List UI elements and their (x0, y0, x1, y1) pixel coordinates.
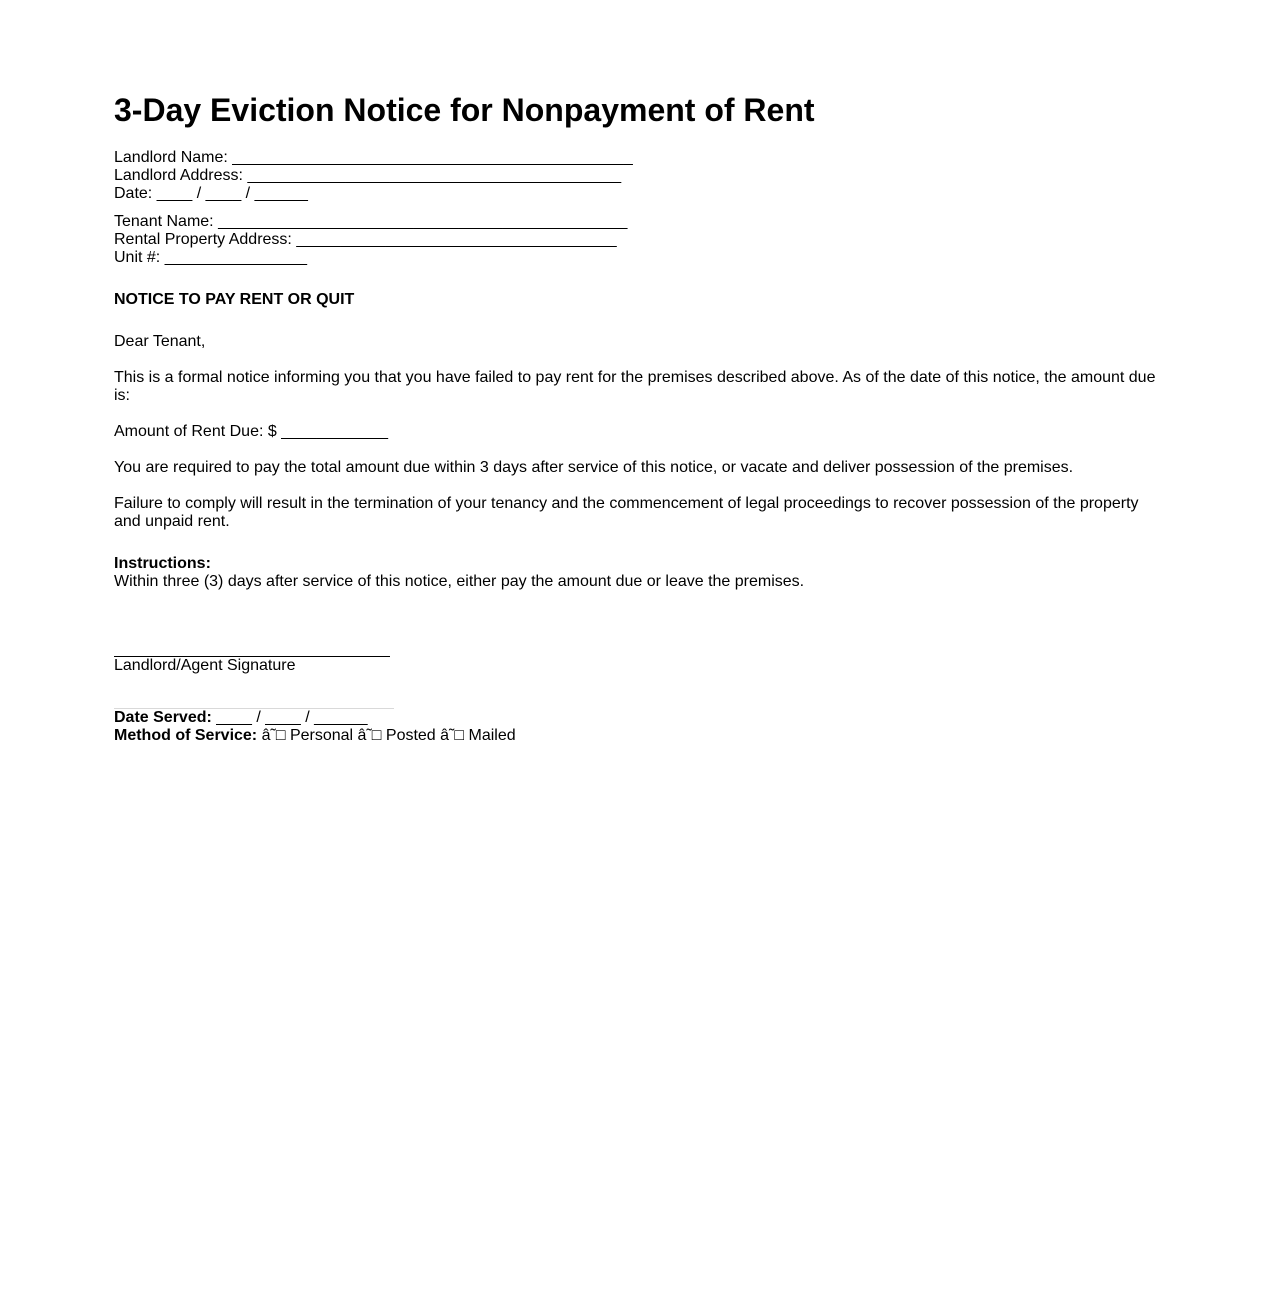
tenant-name-label: Tenant Name: (114, 213, 214, 230)
section-heading: NOTICE TO PAY RENT OR QUIT (114, 291, 355, 308)
amount-due-row (114, 423, 1164, 441)
landlord-name-field[interactable]: _____________________________________________ (232, 149, 633, 166)
landlord-address-field[interactable]: __________________________________________ (247, 167, 622, 184)
instructions-block (114, 555, 1164, 591)
amount-due-field[interactable]: ____________ (281, 423, 388, 440)
rental-property-row (114, 231, 1164, 249)
landlord-address-label: Landlord Address: (114, 167, 243, 184)
date-served-field[interactable]: ____ / ____ / ______ (216, 709, 368, 726)
tenant-name-field[interactable]: ______________________________________________ (218, 213, 628, 230)
unit-field[interactable]: ________________ (164, 249, 308, 266)
landlord-info-block (114, 149, 1164, 203)
date-row (114, 185, 1164, 203)
method-of-service-row (114, 727, 1164, 745)
landlord-name-row (114, 149, 1164, 167)
checkbox-posted-icon[interactable]: â˜□ (357, 727, 382, 744)
signature-block (114, 656, 1164, 675)
checkbox-mailed-icon[interactable]: â˜□ (440, 727, 465, 744)
option-mailed-label: Mailed (468, 727, 516, 744)
instructions-text: Within three (3) days after service of this notice, either pay the amount due or leave the premises. (114, 573, 805, 590)
notice-paragraph-3: Failure to comply will result in the termination of your tenancy and the commencement of legal proceedings to recover possession of the property and unpaid rent. (114, 495, 1139, 530)
date-served-label: Date Served: (114, 709, 212, 726)
unit-label: Unit #: (114, 249, 161, 266)
date-label: Date: (114, 185, 153, 202)
service-block (114, 709, 1164, 745)
date-served-row (114, 709, 1164, 727)
tenant-info-block (114, 213, 1164, 267)
landlord-address-row (114, 167, 1164, 185)
rental-property-field[interactable]: ____________________________________ (296, 231, 617, 248)
rental-property-label: Rental Property Address: (114, 231, 292, 248)
instructions-label: Instructions: (114, 555, 211, 572)
signature-label: Landlord/Agent Signature (114, 657, 296, 674)
document-title: 3-Day Eviction Notice for Nonpayment of Rent (114, 92, 815, 128)
unit-row (114, 249, 1164, 267)
notice-paragraph-2: You are required to pay the total amount due within 3 days after service of this notice, or vacate and deliver possession of the premises. (114, 459, 1074, 476)
salutation: Dear Tenant, (114, 333, 206, 350)
amount-due-label: Amount of Rent Due: $ (114, 423, 277, 440)
method-of-service-label: Method of Service: (114, 727, 258, 744)
notice-paragraph-1: This is a formal notice informing you that you have failed to pay rent for the premises described above. As of the date of this notice, the amount due is: (114, 369, 1156, 404)
option-personal-label: Personal (289, 727, 354, 744)
tenant-name-row (114, 213, 1164, 231)
landlord-name-label: Landlord Name: (114, 149, 228, 166)
date-field[interactable]: ____ / ____ / ______ (156, 185, 308, 202)
option-posted-label: Posted (385, 727, 436, 744)
checkbox-personal-icon[interactable]: â˜□ (261, 727, 286, 744)
